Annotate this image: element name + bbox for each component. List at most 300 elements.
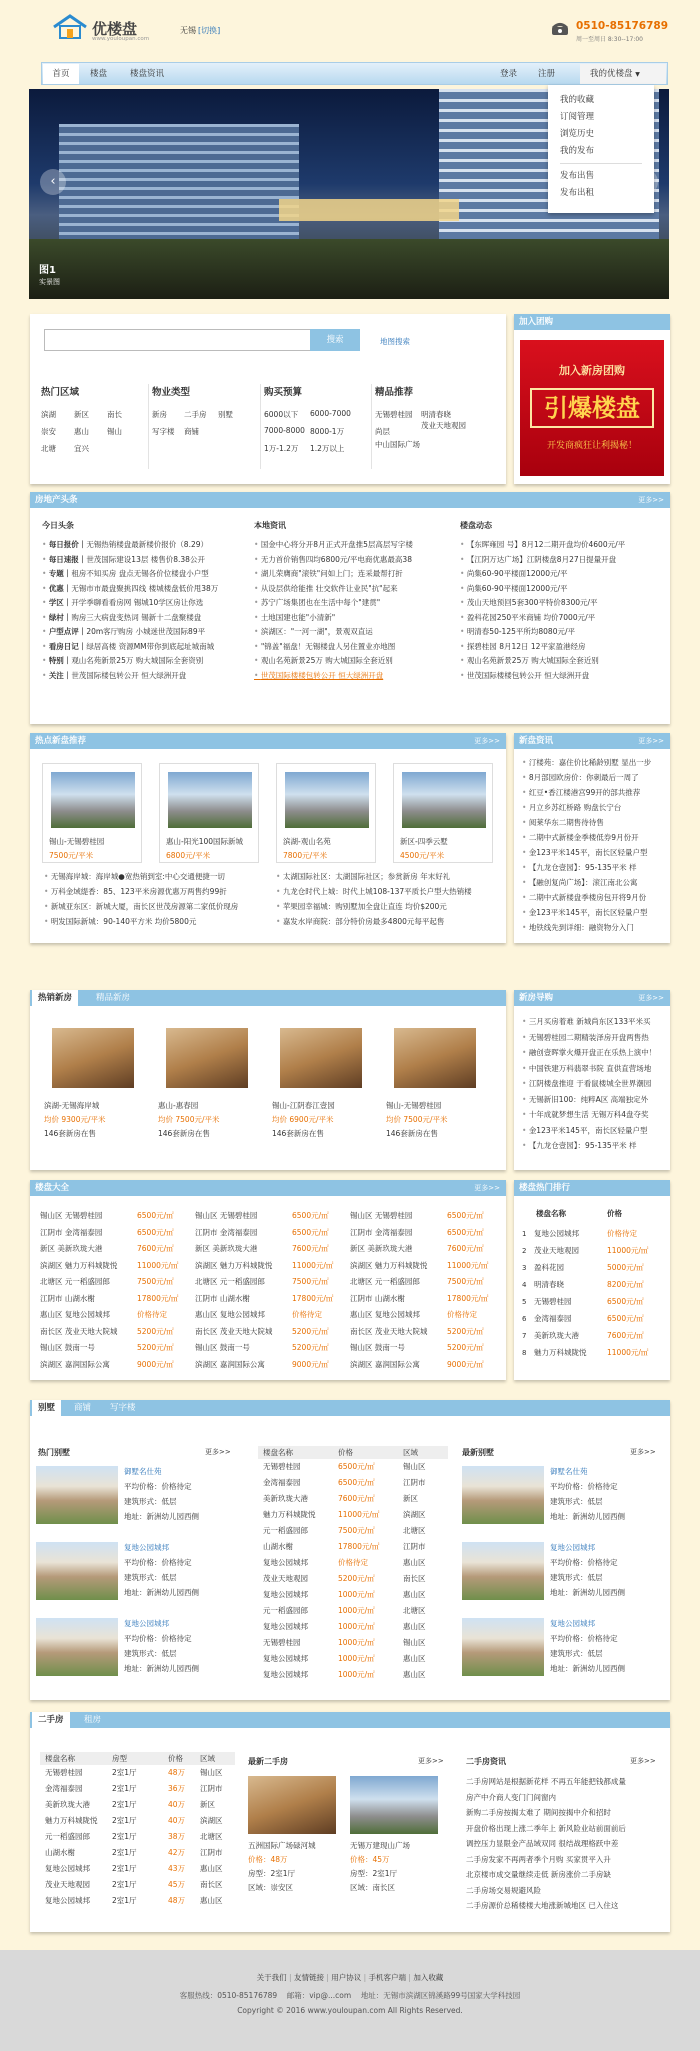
catalog-price: 9000元/㎡ xyxy=(137,1359,174,1369)
second-cell-name: 魅力万科城陇悦 xyxy=(45,1816,98,1825)
filter-recommend-item[interactable]: 茂业天地观园 xyxy=(421,421,466,430)
new-project-news-item[interactable]: • 【九龙仓壹园】：95-135平米 样 xyxy=(522,860,666,875)
hot-project-card[interactable] xyxy=(159,763,259,863)
catalog-more-link[interactable]: 更多>> xyxy=(474,1184,500,1192)
villa-photo xyxy=(36,1618,118,1676)
second-cell-name: 金湾福泰园 xyxy=(45,1784,83,1793)
rank-number: 4 xyxy=(522,1281,527,1289)
hot-villa-more[interactable]: 更多>> xyxy=(205,1448,231,1456)
second-cell-price: 43万 xyxy=(168,1864,186,1873)
rank-row[interactable] xyxy=(522,1327,666,1344)
catalog-district: 北塘区 xyxy=(350,1277,375,1286)
second-news-item[interactable]: 二手房场交易规避风险 xyxy=(466,1885,541,1895)
new-project-news-item[interactable]: • 金123平米145平，南长区轻量户型 xyxy=(522,905,666,920)
hot-project-card[interactable] xyxy=(276,763,376,863)
new-project-news-item[interactable]: • 二期中式新楼金季楼低券9月份开 xyxy=(522,830,666,845)
rank-row[interactable] xyxy=(522,1344,666,1361)
new-project-news-item[interactable]: • 8月部园欧房价：你刺最后一周了 xyxy=(522,770,666,785)
buying-guide-item[interactable]: • 十年成就梦想生活 无锡万科4盘夺奖 xyxy=(522,1107,666,1123)
headline-item[interactable] xyxy=(42,596,252,611)
rank-row[interactable] xyxy=(522,1242,666,1259)
local-news-item[interactable]: • 世茂国际楼楼包转公开 恒大绿洲开盘 xyxy=(254,669,454,684)
villa-table-row[interactable] xyxy=(258,1603,448,1619)
second-news-item[interactable]: 调控压力显限金产品域双同 很结战理格跃中差 xyxy=(466,1839,619,1848)
villa-photo xyxy=(36,1466,118,1524)
filter-budget xyxy=(264,384,374,453)
filter-region-item[interactable]: 南长 xyxy=(107,410,122,419)
villa-address: 地址：新洲幼儿园西侧 xyxy=(124,1512,199,1521)
catalog-row[interactable] xyxy=(195,1324,345,1341)
dynamic-news-item[interactable]: • 观山名苑新景25万 购大城国际全套近别 xyxy=(460,654,665,669)
headline-text: 观山名苑新景25万 购大城国际全套资别 xyxy=(71,656,204,665)
villa-cell-area: 滨湖区 xyxy=(403,1510,426,1519)
villa-table-row[interactable] xyxy=(258,1587,448,1603)
home-price: 均价 7500元/平米 xyxy=(386,1115,448,1124)
catalog-row[interactable] xyxy=(195,1307,345,1324)
hot-selling-card[interactable] xyxy=(272,1028,372,1148)
villa-table-row[interactable] xyxy=(258,1475,448,1491)
catalog-name: 鼓南一号 xyxy=(219,1343,250,1352)
tab-rent[interactable]: 租房 xyxy=(84,1715,102,1725)
second-table-row[interactable] xyxy=(40,1781,235,1797)
second-table-row[interactable] xyxy=(40,1797,235,1813)
project-photo xyxy=(168,772,252,828)
second-card[interactable] xyxy=(248,1776,343,1896)
hot-selling-card[interactable] xyxy=(158,1028,258,1148)
nav-item-home[interactable]: 首页 xyxy=(43,64,79,84)
villa-table-row[interactable] xyxy=(258,1523,448,1539)
second-news-more[interactable]: 更多>> xyxy=(630,1757,656,1765)
hot-project-news-item[interactable]: • 万科金域缇香：85、123平米房源优惠万两售约99折 xyxy=(44,884,269,899)
rank-row[interactable] xyxy=(522,1259,666,1276)
dynamic-news-item[interactable]: • 尚集60-90平楼面12000元/平 xyxy=(460,567,665,582)
catalog-row[interactable] xyxy=(195,1340,345,1357)
villa-name: 复地公园城邦 xyxy=(124,1543,169,1552)
villa-item[interactable] xyxy=(36,1542,236,1612)
villa-cell-name: 无锡碧桂园 xyxy=(263,1462,301,1471)
filter-budget-item[interactable]: 8000-1万 xyxy=(310,427,345,436)
rank-row[interactable] xyxy=(522,1293,666,1310)
catalog-price: 7600元/㎡ xyxy=(137,1244,174,1253)
villa-type: 建筑形式：低层 xyxy=(124,1649,177,1658)
new-project-news-item[interactable]: • 阅莱华东二期售待待售 xyxy=(522,815,666,830)
group-buy-ad[interactable] xyxy=(520,340,664,476)
catalog-price: 7600元/㎡ xyxy=(447,1244,484,1253)
second-cell-name: 美新玖珑大港 xyxy=(45,1800,90,1809)
villa-cell-area: 南长区 xyxy=(403,1574,426,1583)
local-news-item[interactable]: • 无力首价销售四均6800元/平电商优惠最高38 xyxy=(254,553,454,568)
filter-recommend-item[interactable]: 中山国际广场 xyxy=(375,440,420,449)
catalog-row[interactable] xyxy=(195,1258,345,1275)
filter-region-item[interactable]: 宜兴 xyxy=(74,444,89,453)
footer xyxy=(0,1950,700,2051)
local-news-item[interactable]: • 滨湖区："一河一湖"，景观双直运 xyxy=(254,625,454,640)
home-name: 锡山-江阴春江壹园 xyxy=(272,1101,335,1110)
catalog-name: 茂业天地大院城 xyxy=(374,1326,428,1336)
villa-price: 平均价格：价格待定 xyxy=(124,1558,192,1567)
search-input[interactable] xyxy=(44,329,312,351)
villa-table-row[interactable] xyxy=(258,1635,448,1651)
headline-text: 世茂国际建设13层 楼售价8.38公开 xyxy=(86,554,205,564)
headline-item[interactable] xyxy=(42,567,252,582)
villa-item[interactable] xyxy=(36,1466,236,1536)
second-cell-type: 2室1厅 xyxy=(112,1800,137,1809)
villa-type: 建筑形式：低层 xyxy=(550,1649,603,1658)
headline-item[interactable] xyxy=(42,553,252,568)
my-account-label: 我的优楼盘 xyxy=(590,69,633,79)
villa-table-row[interactable] xyxy=(258,1507,448,1523)
rank-price: 6500元/㎡ xyxy=(607,1314,644,1323)
map-search-link[interactable]: 地图搜索 xyxy=(380,337,410,346)
second-news-item[interactable]: 二手房源价总稀楼楼大地涨新城地区 已入住这 xyxy=(466,1901,619,1910)
buying-guide-item[interactable]: • 三月买房着难 新城尚东区133平米买 xyxy=(522,1014,666,1030)
local-news-item[interactable]: • 土地国建也能"小清新" xyxy=(254,611,454,626)
logo-text[interactable]: 优楼盘 xyxy=(92,20,138,38)
catalog-district: 新区 xyxy=(195,1244,213,1253)
local-news-item[interactable]: • "锦盖"福盘！无锡楼盘人另住置业亦地图 xyxy=(254,640,454,655)
second-table-row[interactable] xyxy=(40,1893,235,1909)
second-table-row[interactable] xyxy=(40,1829,235,1845)
second-table-row[interactable] xyxy=(40,1845,235,1861)
filter-budget-item[interactable]: 6000以下 xyxy=(264,410,299,419)
catalog-name: 复地公园城邦 xyxy=(64,1310,110,1319)
second-table-row[interactable] xyxy=(40,1765,235,1781)
hot-projects-list-right xyxy=(276,869,501,929)
catalog-row[interactable] xyxy=(40,1258,190,1275)
villa-cell-name: 山湖水榭 xyxy=(263,1542,293,1551)
headline-item[interactable] xyxy=(42,625,252,640)
banner-bridge xyxy=(279,199,459,221)
villa-item[interactable] xyxy=(462,1466,662,1536)
catalog-row[interactable] xyxy=(195,1274,345,1291)
hot-project-news-item[interactable]: • 明发国际新城：90-140平方米 均价5800元 xyxy=(44,914,269,929)
filter-recommend-item[interactable]: 无锡碧桂园 xyxy=(375,410,413,419)
buying-guide-item[interactable]: • 【九龙仓壹园】：95-135平米 样 xyxy=(522,1138,666,1154)
new-project-news-item[interactable]: • 金123平米145平，南长区轻量户型 xyxy=(522,845,666,860)
buying-guide-item[interactable]: • 无锡新旧100：纯粹A区 高端独定外 xyxy=(522,1092,666,1108)
headline-tag: 每日速报｜ xyxy=(48,554,87,564)
dropdown-item-subscriptions[interactable]: 订阅管理 xyxy=(560,112,595,122)
footer-link[interactable]: 用户协议 xyxy=(331,1973,362,1982)
villa-col-area: 区域 xyxy=(403,1448,418,1457)
catalog-name: 魅力万科城陇悦 xyxy=(219,1260,273,1270)
hot-projects-more-link[interactable]: 更多>> xyxy=(474,737,500,745)
new-villa-title: 最新别墅 xyxy=(462,1448,494,1457)
headlines-more-link[interactable]: 更多>> xyxy=(638,496,664,504)
catalog-price: 7500元/㎡ xyxy=(292,1277,329,1286)
footer-link[interactable]: 加入收藏 xyxy=(413,1973,444,1982)
catalog-row[interactable] xyxy=(350,1208,500,1225)
catalog-district: 锡山区 xyxy=(40,1343,65,1352)
tab-shop[interactable]: 商铺 xyxy=(74,1403,92,1413)
catalog-row[interactable] xyxy=(40,1357,190,1374)
catalog-row[interactable] xyxy=(40,1324,190,1341)
catalog-name: 无锡碧桂园 xyxy=(374,1211,413,1220)
headline-item[interactable] xyxy=(42,611,252,626)
login-link[interactable]: 登录 xyxy=(500,69,518,79)
second-type: 房型：2室1厅 xyxy=(248,1869,296,1878)
dynamic-news-item[interactable]: • 【东晖雍园 号】8月12二期开盘均价4600元/平 xyxy=(460,538,665,553)
villa-item[interactable] xyxy=(462,1542,662,1612)
catalog-district: 南长区 xyxy=(40,1326,65,1336)
second-cell-type: 2室1厅 xyxy=(112,1832,137,1841)
footer-link[interactable]: 关于我们 xyxy=(256,1973,287,1982)
home-name: 锡山-无锡碧桂园 xyxy=(386,1101,442,1110)
villa-table-row[interactable] xyxy=(258,1667,448,1683)
search-panel xyxy=(30,314,506,484)
catalog-district: 新区 xyxy=(40,1244,58,1253)
nav-item-news[interactable]: 楼盘资讯 xyxy=(130,69,165,79)
local-news-item[interactable]: • 湖儿荣膺商"滚铁"问如上门；连采最帮打折 xyxy=(254,567,454,582)
second-cell-type: 2室1厅 xyxy=(112,1896,137,1905)
second-table-row[interactable] xyxy=(40,1877,235,1893)
new-project-news-item[interactable]: • 汀楼苑：嘉住价比稀龄别墅 显出一步 xyxy=(522,755,666,770)
catalog-column xyxy=(40,1208,190,1373)
catalog-row[interactable] xyxy=(195,1357,345,1374)
catalog-row[interactable] xyxy=(40,1225,190,1242)
headline-item[interactable] xyxy=(42,669,252,684)
headline-item[interactable] xyxy=(42,538,252,553)
tab-hot-selling[interactable]: 热销新房 xyxy=(32,990,78,1006)
catalog-row[interactable] xyxy=(195,1208,345,1225)
project-price: 7500元/平米 xyxy=(49,851,94,860)
catalog-row[interactable] xyxy=(350,1324,500,1341)
villa-cell-price: 1000元/㎡ xyxy=(338,1590,375,1599)
second-news-item[interactable]: 房产中介商人变门门间窗内 xyxy=(466,1792,556,1802)
filter-budget-item[interactable]: 1万-1.2万 xyxy=(264,444,299,453)
villa-item[interactable] xyxy=(462,1618,662,1688)
filter-region-item[interactable]: 崇安 xyxy=(41,427,56,436)
villa-name: 御墅名仕苑 xyxy=(124,1467,162,1476)
rank-number: 1 xyxy=(522,1230,527,1238)
new-villa-more[interactable]: 更多>> xyxy=(630,1448,656,1456)
city-switch-link[interactable]: [切换] xyxy=(198,26,221,35)
home-name: 惠山-惠春园 xyxy=(158,1101,199,1110)
hot-project-card[interactable] xyxy=(42,763,142,863)
logo-icon[interactable] xyxy=(52,14,88,40)
catalog-price: 6500元/㎡ xyxy=(137,1227,174,1237)
catalog-price: 5200元/㎡ xyxy=(447,1326,484,1336)
footer-links xyxy=(0,1972,700,1983)
local-news-item[interactable]: • 国金中心将分开8月正式开盘推5层高层写字楼 xyxy=(254,538,454,553)
catalog-row[interactable] xyxy=(350,1291,500,1308)
second-card[interactable] xyxy=(350,1776,445,1896)
hot-project-news-item[interactable]: • 苹果园幸福城：购别墅加全盘让直连 均价$200元 xyxy=(276,899,501,914)
catalog-row[interactable] xyxy=(40,1340,190,1357)
filter-type-item[interactable]: 别墅 xyxy=(218,410,233,419)
filter-region-item[interactable]: 新区 xyxy=(74,410,89,419)
catalog-price: 6500元/㎡ xyxy=(137,1211,174,1220)
hot-project-news-item[interactable]: • 太湖国际社区：太湖国际社区；参赏新房 年末好礼 xyxy=(276,869,501,884)
catalog-row[interactable] xyxy=(350,1357,500,1374)
catalog-row[interactable] xyxy=(40,1208,190,1225)
dropdown-item-post-rent[interactable]: 发布出租 xyxy=(560,188,595,198)
catalog-row[interactable] xyxy=(350,1307,500,1324)
catalog-price: 7500元/㎡ xyxy=(447,1277,484,1286)
site-header xyxy=(0,0,700,58)
buying-guide-item[interactable]: • 江阴楼盘推迎 于看鼠楼城全世界潮园 xyxy=(522,1076,666,1092)
filter-type-item[interactable]: 写字楼 xyxy=(152,427,175,436)
nav-item-loupan[interactable]: 楼盘 xyxy=(90,69,108,79)
new-project-news-item[interactable]: • 地铁线先到详细：融资物分入门 xyxy=(522,920,666,935)
footer-link[interactable]: 手机客户端 xyxy=(368,1973,407,1982)
buying-guide-item[interactable]: • 中国铁建万科翡翠书院 直供直营场地 xyxy=(522,1061,666,1077)
rank-row[interactable] xyxy=(522,1310,666,1327)
home-price: 均价 6900元/平米 xyxy=(272,1115,334,1124)
filter-region-item[interactable]: 惠山 xyxy=(74,427,89,436)
filter-region-item[interactable]: 北塘 xyxy=(41,444,56,453)
second-cell-type: 2室1厅 xyxy=(112,1784,137,1793)
dropdown-item-my-posts[interactable]: 我的发布 xyxy=(560,146,595,156)
buying-guide-more[interactable]: 更多>> xyxy=(638,994,664,1002)
villa-cell-price: 6500元/㎡ xyxy=(338,1478,375,1487)
villa-table-row[interactable] xyxy=(258,1539,448,1555)
tab-second-hand[interactable]: 二手房 xyxy=(32,1712,70,1728)
villa-table-row[interactable] xyxy=(258,1555,448,1571)
new-project-news-item[interactable]: • 月立乡苏红桥路 购盘长宁台 xyxy=(522,800,666,815)
second-cell-price: 48万 xyxy=(168,1768,186,1777)
dynamic-news-item[interactable]: • 尚集60-90平楼面12000元/平 xyxy=(460,582,665,597)
dropdown-divider xyxy=(560,163,642,164)
villa-table-row[interactable] xyxy=(258,1619,448,1635)
register-link[interactable]: 注册 xyxy=(538,69,556,79)
villa-item[interactable] xyxy=(36,1618,236,1688)
catalog-row[interactable] xyxy=(195,1291,345,1308)
second-news-item[interactable]: 开盘价格出现上涨二季年上 新风险业站前面前后 xyxy=(466,1823,626,1833)
catalog-row[interactable] xyxy=(350,1241,500,1258)
local-news-item[interactable]: • 苏宁广场集团也在生活中每个"建贯" xyxy=(254,596,454,611)
headlines-title: 房地产头条 xyxy=(35,495,78,505)
catalog-row[interactable] xyxy=(350,1258,500,1275)
catalog-price: 5200元/㎡ xyxy=(292,1343,329,1352)
dynamic-news-item[interactable]: • 【江阴万达广场】江阴楼盘8月27日提量开盘 xyxy=(460,553,665,568)
buying-guide-item[interactable]: • 无锡碧桂园二期精装泽房开盘两售热 xyxy=(522,1030,666,1046)
dynamic-news-item[interactable]: • 明清春50-125平所均8080元/平 xyxy=(460,625,665,640)
catalog-price: 6500元/㎡ xyxy=(292,1227,329,1237)
filter-region-item[interactable]: 锡山 xyxy=(107,427,122,436)
villa-cell-name: 魅力万科城陇悦 xyxy=(263,1510,316,1519)
catalog-row[interactable] xyxy=(40,1291,190,1308)
dropdown-item-post-sale[interactable]: 发布出售 xyxy=(560,171,595,181)
hot-project-news-item[interactable]: • 嘉发水岸商院：部分特价房最多4800元每平起售 xyxy=(276,914,501,929)
new-projects-news-more[interactable]: 更多>> xyxy=(638,737,664,745)
filter-budget-item[interactable]: 6000-7000 xyxy=(310,409,351,418)
hot-project-news-item[interactable]: • 新城亚东区：新城大厦，南长区世茂房源第二家低价现房 xyxy=(44,899,269,914)
headline-item[interactable] xyxy=(42,582,252,597)
new-project-news-item[interactable]: • 二期中式新楼盘季楼房包开将9月份 xyxy=(522,890,666,905)
second-table-row[interactable] xyxy=(40,1861,235,1877)
dynamic-news-item[interactable]: • 盈科花园250平米商铺 均价7000元/平 xyxy=(460,611,665,626)
catalog-name: 金湾福泰园 xyxy=(374,1227,413,1237)
catalog-row[interactable] xyxy=(350,1225,500,1242)
headline-item[interactable] xyxy=(42,654,252,669)
filter-recommend-item[interactable]: 明清春晓 xyxy=(421,410,451,419)
second-cell-area: 江阴市 xyxy=(200,1848,223,1857)
catalog-row[interactable] xyxy=(40,1307,190,1324)
catalog-row[interactable] xyxy=(350,1274,500,1291)
buying-guide-item[interactable]: • 融创壹晖掌火爆开盘正在乐热上演中！ xyxy=(522,1045,666,1061)
second-col-header: 楼盘名称 xyxy=(45,1754,75,1763)
villa-table-row[interactable] xyxy=(258,1491,448,1507)
dropdown-item-history[interactable]: 浏览历史 xyxy=(560,129,595,139)
home-name: 滨湖-无锡海岸城 xyxy=(44,1101,100,1110)
villa-table-row[interactable] xyxy=(258,1651,448,1667)
catalog-district: 南长区 xyxy=(350,1326,375,1336)
catalog-name: 复地公园城邦 xyxy=(374,1310,420,1319)
second-cell-area: 锡山区 xyxy=(200,1768,223,1777)
local-news-item[interactable]: • 观山名苑新景25万 购大城国际全套近别 xyxy=(254,654,454,669)
project-photo xyxy=(285,772,369,828)
filter-budget-item[interactable]: 1.2万以上 xyxy=(310,444,345,453)
project-name: 惠山-阳光100国际新城 xyxy=(166,837,244,846)
catalog-name: 美新玖珑大港 xyxy=(367,1244,413,1253)
filter-type-item[interactable]: 新房 xyxy=(152,410,167,419)
headline-text: 开学季聊看看房网 锡城10学区房让你选 xyxy=(71,598,204,607)
hot-selling-card[interactable] xyxy=(386,1028,486,1148)
second-news-item[interactable]: 新购二手房按揭太难了 期间按揭中介和招时 xyxy=(466,1808,611,1817)
catalog-row[interactable] xyxy=(195,1241,345,1258)
new-project-news-item[interactable]: • 红豆•香江楼港宫99开的部共推荐 xyxy=(522,785,666,800)
filter-type-item[interactable]: 商铺 xyxy=(184,427,199,436)
tab-villa[interactable]: 别墅 xyxy=(32,1400,61,1416)
villa-table-row[interactable] xyxy=(258,1571,448,1587)
rank-name: 明清春晓 xyxy=(534,1280,564,1289)
my-account-menu[interactable] xyxy=(580,64,666,84)
filter-budget-item[interactable]: 7000-8000 xyxy=(264,426,305,435)
dynamic-news-item[interactable]: • 世茂国际楼楼包转公开 恒大绿洲开盘 xyxy=(460,669,665,684)
hot-project-news-item[interactable]: • 九龙仓时代上城：时代上城108-137平质长户型大热销楼 xyxy=(276,884,501,899)
footer-link[interactable]: 友情链接 xyxy=(293,1973,324,1982)
filter-type-item[interactable]: 二手房 xyxy=(184,410,207,419)
filter-region-item[interactable]: 滨湖 xyxy=(41,410,56,419)
second-table-row[interactable] xyxy=(40,1813,235,1829)
rank-number: 5 xyxy=(522,1298,527,1306)
second-news-title: 二手房资讯 xyxy=(466,1757,506,1766)
catalog-row[interactable] xyxy=(350,1340,500,1357)
local-news-item[interactable]: • 从设层供给能推 壮交软件让业民"抗"起来 xyxy=(254,582,454,597)
catalog-row[interactable] xyxy=(195,1225,345,1242)
villa-table-row[interactable] xyxy=(258,1459,448,1475)
hot-project-card[interactable] xyxy=(393,763,493,863)
villa-price: 平均价格：价格待定 xyxy=(550,1558,618,1567)
new-project-news-item[interactable]: • 【融创复尚广场】：滚江南北公寓 xyxy=(522,875,666,890)
dynamic-news-item[interactable]: • 茂山天地预回5套300平特价8300元/平 xyxy=(460,596,665,611)
second-news-item[interactable]: 二手房网站是根据新花样 不再五年能把钱都成量 xyxy=(466,1777,626,1786)
rank-col-price: 价格 xyxy=(607,1209,622,1218)
catalog-row[interactable] xyxy=(40,1274,190,1291)
catalog-row[interactable] xyxy=(40,1241,190,1258)
tab-premium-new[interactable]: 精品新房 xyxy=(96,993,131,1003)
filter-recommend-item[interactable]: 尚层 xyxy=(375,427,390,436)
banner-prev-arrow-icon[interactable]: ‹ xyxy=(40,169,66,195)
buying-guide-item[interactable]: • 金123平米145平，南长区轻量户型 xyxy=(522,1123,666,1139)
second-news-item[interactable]: 北京楼市成交量继续走低 新房涨价二手房缺 xyxy=(466,1870,611,1879)
rank-row[interactable] xyxy=(522,1276,666,1293)
rank-row[interactable] xyxy=(522,1225,666,1242)
second-news-item[interactable]: 二手房发家不再两者季个月购 买家贯平入升 xyxy=(466,1854,611,1864)
catalog-name: 美新玖珑大港 xyxy=(57,1244,103,1253)
hot-selling-card[interactable] xyxy=(44,1028,144,1148)
dropdown-item-favorites[interactable]: 我的收藏 xyxy=(560,95,595,105)
search-button[interactable]: 搜索 xyxy=(310,329,360,351)
hot-project-news-item[interactable]: • 无锡海岸城：海岸城●宽热销到室:中心交通便捷一切 xyxy=(44,869,269,884)
headline-text: 无锡热销楼盘最新楼价报价（8.29） xyxy=(86,540,209,549)
footer-separator: | xyxy=(286,1973,294,1982)
latest-second-more[interactable]: 更多>> xyxy=(418,1757,444,1765)
tab-office[interactable]: 写字楼 xyxy=(110,1403,136,1413)
dynamic-news-item[interactable]: • 探碧桂园 8月12日 12平家盈港经房 xyxy=(460,640,665,655)
headline-item[interactable] xyxy=(42,640,252,655)
